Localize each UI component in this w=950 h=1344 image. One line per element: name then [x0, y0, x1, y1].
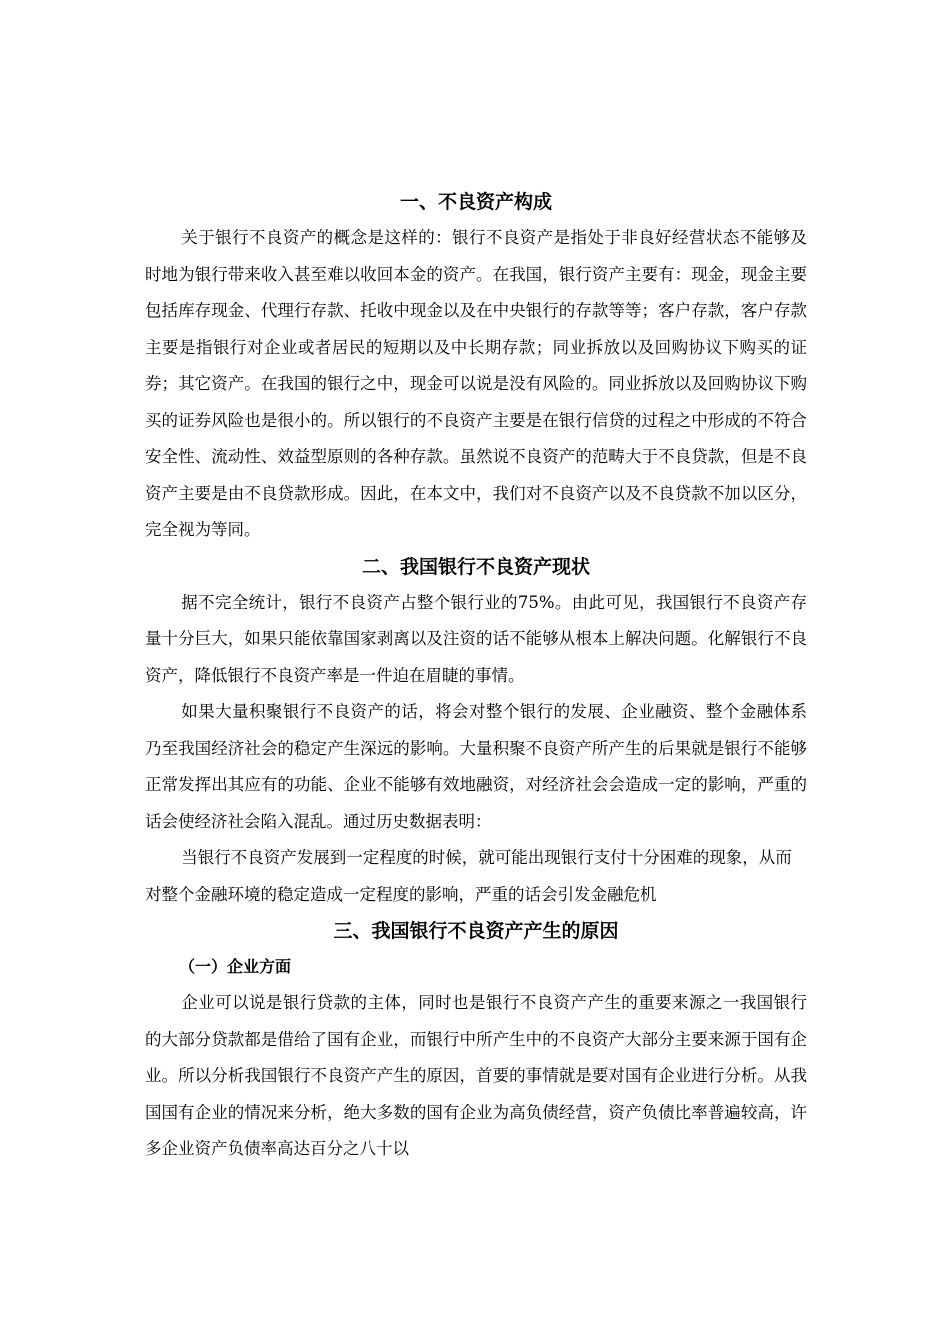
- paragraph: 企业可以说是银行贷款的主体，同时也是银行不良资产产生的重要来源之一我国银行的大部分贷款都是借给了国有企业，而银行中所产生中的不良资产大部分主要来源于国有企业。所以分析我国银行不良资产产生的原因，首要的事情就是要对国有企业进行分析。从我国国有企业的情况来分析，绝大多数的国有企业为高负债经营，资产负债比率普遍较高，许多企业资产负债率高达百分之八十以: [145, 993, 807, 1158]
- subsection-heading: （一）企业方面: [179, 957, 292, 976]
- document-body: [145, 184, 807, 1168]
- section-heading-3: 三、我国银行不良资产产生的原因: [333, 920, 619, 942]
- section-heading-2: 二、我国银行不良资产现状: [361, 555, 590, 578]
- section-heading-1: 一、不良资产构成: [399, 191, 552, 213]
- paragraph: 据不完全统计，银行不良资产占整个银行业的75%。由此可见，我国银行不良资产存量十分巨大，如果只能依靠国家剥离以及注资的话不能够从根本上解决问题。化解银行不良资产，降低银行不良资产率是一件迫在眉睫的事情。: [145, 592, 807, 685]
- paragraph: 关于银行不良资产的概念是这样的：银行不良资产是指处于非良好经营状态不能够及时地为银行带来收入甚至难以收回本金的资产。在我国，银行资产主要有：现金，现金主要包括库存现金、代理行存款、托收中现金以及在中央银行的存款等等；客户存款，客户存款主要是指银行对企业或者居民的短期以及中长期存款；同业拆放以及回购协议下购买的证券；其它资产。在我国的银行之中，现金可以说是没有风险的。同业拆放以及回购协议下购买的证券风险也是很小的。所以银行的不良资产主要是在银行信贷的过程之中形成的不符合安全性、流动性、效益型原则的各种存款。虽然说不良资产的范畴大于不良贷款，但是不良资产主要是由不良贷款形成。因此，在本文中，我们对不良资产以及不良贷款不加以区分，完全视为等同。: [145, 228, 807, 539]
- paragraph: 如果大量积聚银行不良资产的话，将会对整个银行的发展、企业融资、整个金融体系乃至我国经济社会的稳定产生深远的影响。大量积聚不良资产所产生的后果就是银行不能够正常发挥出其应有的功能、企业不能够有效地融资，对经济社会会造成一定的影响，严重的话会使经济社会陷入混乱。通过历史数据表明：: [145, 702, 807, 831]
- paragraph: 当银行不良资产发展到一定程度的时候，就可能出现银行支付十分困难的现象，从而对整个金融环境的稳定造成一定程度的影响，严重的话会引发金融危机: [145, 848, 792, 904]
